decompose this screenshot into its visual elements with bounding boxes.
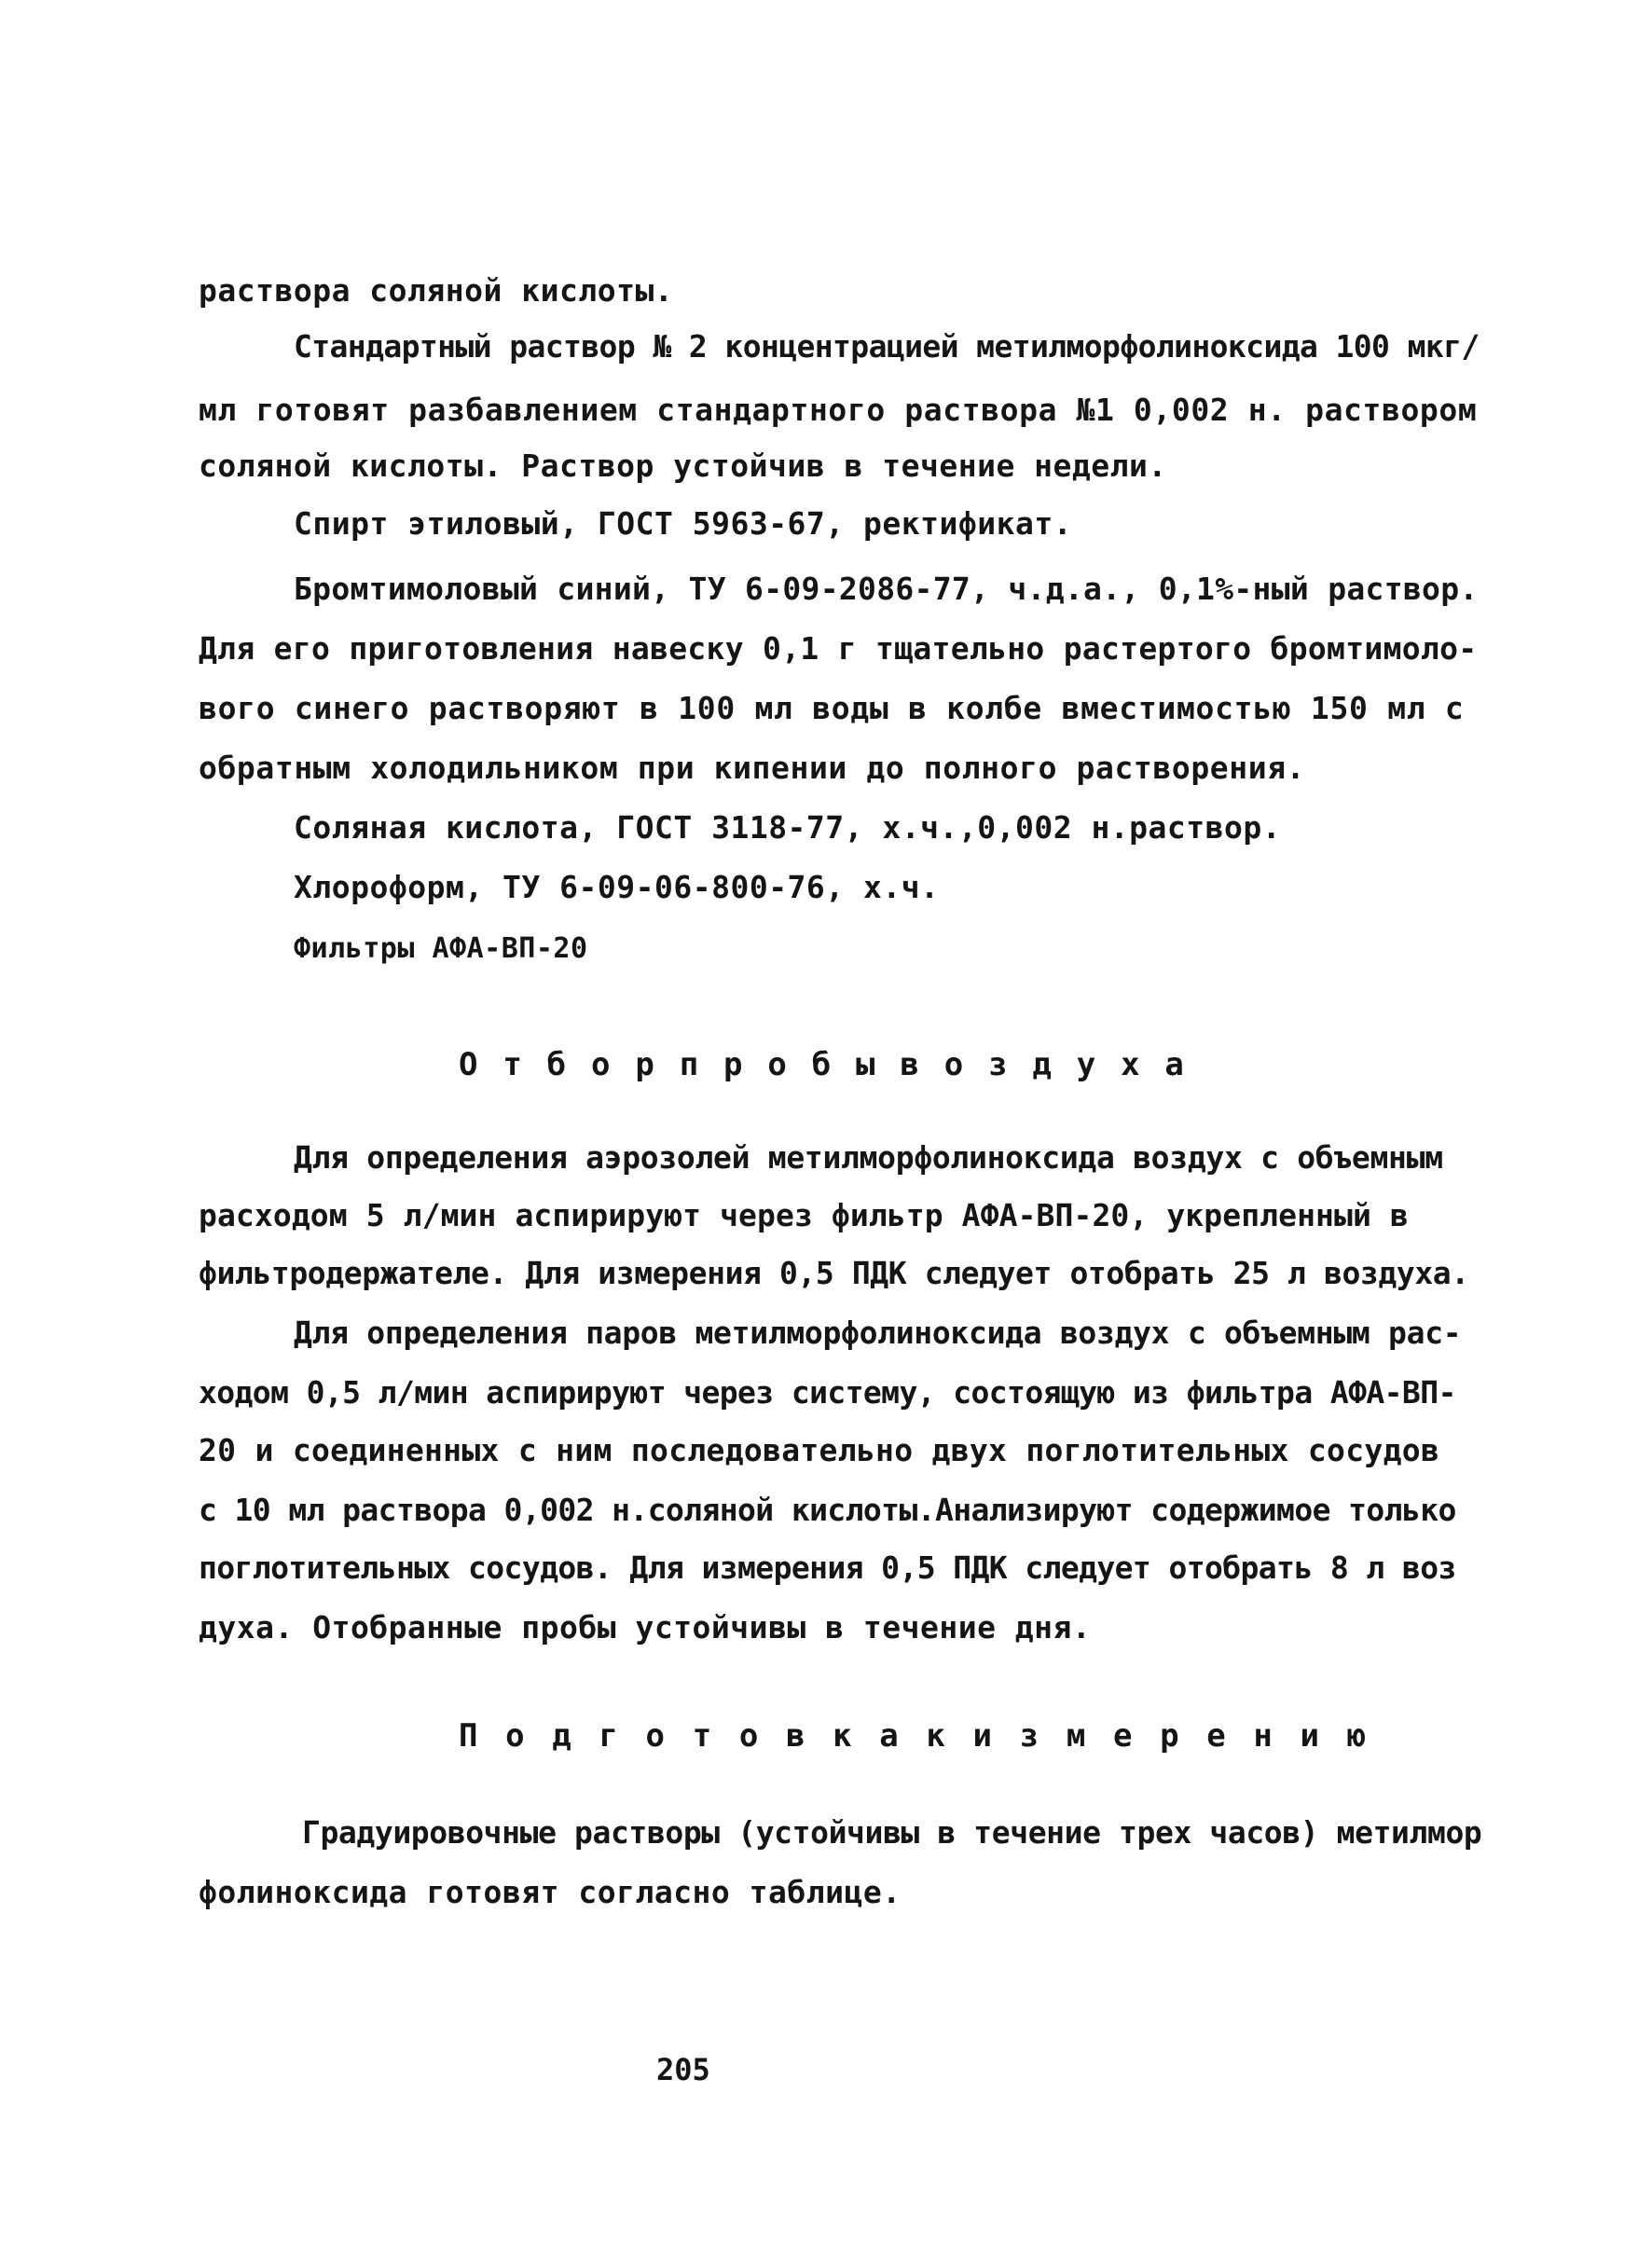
text-line: мл готовят разбавлением стандартного раствора №1 0,002 н. раствором [199, 392, 1478, 428]
text-line: Соляная кислота, ГОСТ 3118-77, х.ч.,0,002 н.раствор. [294, 809, 1282, 846]
text-line: Для его приготовления навеску 0,1 г тщательно растертого бромтимоло- [199, 630, 1478, 667]
text-line: Спирт этиловый, ГОСТ 5963-67, ректификат. [294, 505, 1073, 542]
text-line: с 10 мл раствора 0,002 н.соляной кислоты.Анализируют содержимое только [199, 1492, 1456, 1528]
text-line: Бромтимоловый синий, ТУ 6-09-2086-77, ч.д.а., 0,1%-ный раствор. [294, 571, 1479, 607]
text-line: раствора соляной кислоты. [199, 272, 674, 309]
text-line: расходом 5 л/мин аспирируют через фильтр АФА-ВП-20, укрепленный в [199, 1197, 1409, 1233]
text-line: ходом 0,5 л/мин аспирируют через систему, состоящую из фильтра АФА-ВП- [199, 1374, 1456, 1411]
text-line: соляной кислоты. Раствор устойчив в течение недели. [199, 447, 1167, 484]
section-heading: П о д г о т о в к а к и з м е р е н и ю [459, 1717, 1370, 1755]
section-heading: О т б о р п р о б ы в о з д у х а [459, 1046, 1188, 1083]
text-line: вого синего растворяют в 100 мл воды в колбе вместимостью 150 мл с [199, 690, 1465, 726]
text-line: Градуировочные растворы (устойчивы в течение трех часов) метилмор [302, 1814, 1482, 1851]
text-line: духа. Отобранные пробы устойчивы в течение дня. [199, 1609, 1092, 1645]
text-line: фолиноксида готовят согласно таблице. [199, 1874, 902, 1910]
text-line: поглотительных сосудов. Для измерения 0,5 ПДК следует отобрать 8 л воз [199, 1549, 1456, 1586]
text-line: Стандартный раствор № 2 концентрацией метилморфолиноксида 100 мкг/ [294, 328, 1480, 365]
text-line: Для определения аэрозолей метилморфолиноксида воздух с объемным [294, 1139, 1443, 1176]
text-line: Хлороформ, ТУ 6-09-06-800-76, х.ч. [294, 869, 940, 905]
text-line: Фильтры АФА-ВП-20 [294, 932, 588, 965]
text-line: обратным холодильником при кипении до полного растворения. [199, 750, 1306, 786]
text-line: Для определения паров метилморфолиноксида воздух с объемным рас- [294, 1315, 1462, 1351]
text-line: фильтродержателе. Для измерения 0,5 ПДК следует отобрать 25 л воздуха. [199, 1255, 1469, 1291]
page-number: 205 [656, 2052, 710, 2087]
text-line: 20 и соединенных с ним последовательно двух поглотительных сосудов [199, 1432, 1440, 1468]
